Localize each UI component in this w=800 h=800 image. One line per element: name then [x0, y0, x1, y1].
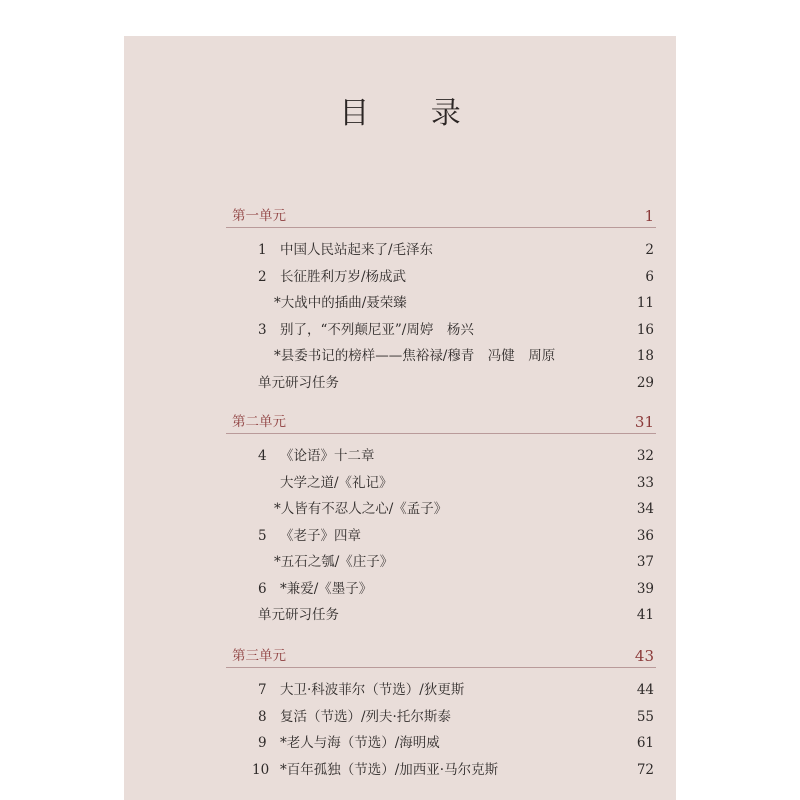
entry-number: 2: [258, 268, 267, 285]
entry-title: 《论语》十二章: [280, 448, 375, 464]
page-number: 39: [636, 580, 654, 597]
entry-title: *百年孤独（节选）/加西亚·马尔克斯: [280, 761, 499, 778]
toc-entry[interactable]: [124, 550, 676, 574]
page-number: 36: [636, 527, 654, 544]
unit-heading[interactable]: [124, 644, 676, 668]
toc-entry[interactable]: [124, 678, 676, 702]
entry-title: 中国人民站起来了/毛泽东: [280, 242, 434, 258]
page-number: 61: [636, 735, 654, 751]
entry-number: 8: [258, 708, 267, 725]
unit-divider: [226, 433, 656, 434]
unit-divider: [226, 227, 656, 228]
unit-heading[interactable]: [124, 410, 676, 434]
unit-label: 第二单元: [232, 414, 286, 430]
page-number: 34: [636, 501, 654, 517]
entry-title: 大学之道/《礼记》: [280, 474, 393, 491]
entry-title: *五石之瓠/《庄子》: [274, 554, 394, 570]
entry-number: 9: [258, 735, 267, 751]
toc-entry[interactable]: [124, 705, 676, 729]
entry-number: 4: [258, 448, 267, 464]
entry-number: 5: [258, 527, 267, 544]
entry-title: *兼爱/《墨子》: [280, 580, 373, 597]
toc-entry[interactable]: [124, 524, 676, 548]
page-number: 18: [636, 348, 654, 364]
page-number: 72: [636, 761, 654, 778]
toc-entry[interactable]: [124, 265, 676, 289]
toc-entry[interactable]: [124, 318, 676, 342]
page-number: 11: [636, 295, 654, 311]
task-title: 单元研习任务: [258, 607, 339, 623]
entry-number: 1: [258, 242, 267, 258]
page-number: 16: [636, 321, 654, 338]
unit-task-entry[interactable]: [124, 603, 676, 627]
toc-entry[interactable]: [124, 471, 676, 495]
task-title: 单元研习任务: [258, 374, 339, 391]
page-number: 2: [645, 242, 654, 258]
toc-page: [124, 36, 676, 800]
page-title: 目 录: [339, 96, 487, 131]
entry-title: *大战中的插曲/聂荣臻: [274, 295, 407, 311]
entry-number: 7: [258, 682, 267, 698]
page-number: 44: [636, 682, 654, 698]
toc-entry[interactable]: [124, 758, 676, 782]
toc-entry[interactable]: [124, 577, 676, 601]
page-number: 6: [645, 268, 654, 285]
toc-entry[interactable]: [124, 344, 676, 368]
page-number: 43: [634, 647, 654, 665]
toc-entry[interactable]: [124, 731, 676, 755]
entry-number: 3: [258, 321, 267, 338]
page-number: 29: [636, 374, 654, 391]
page-number: 32: [636, 448, 654, 464]
page-number: 41: [636, 607, 654, 623]
entry-title: 长征胜利万岁/杨成武: [280, 268, 407, 285]
entry-number: 6: [258, 580, 267, 597]
page-number: 31: [634, 413, 654, 431]
entry-title: *人皆有不忍人之心/《孟子》: [274, 501, 448, 517]
page-number: 37: [636, 554, 654, 570]
entry-title: *老人与海（节选）/海明威: [280, 735, 440, 751]
unit-label: 第一单元: [232, 208, 286, 224]
entry-title: *县委书记的榜样——焦裕禄/穆青 冯健 周原: [274, 348, 556, 364]
entry-title: 别了，“不列颠尼亚”/周婷 杨兴: [280, 321, 474, 338]
unit-label: 第三单元: [232, 648, 286, 664]
toc-entry[interactable]: [124, 497, 676, 521]
unit-heading[interactable]: [124, 204, 676, 228]
unit-divider: [226, 667, 656, 668]
entry-title: 《老子》四章: [280, 527, 361, 544]
toc-entry[interactable]: [124, 238, 676, 262]
page-number: 55: [636, 708, 654, 725]
page-number: 1: [644, 207, 654, 225]
entry-number: 10: [252, 761, 270, 778]
unit-task-entry[interactable]: [124, 371, 676, 395]
page-number: 33: [636, 474, 654, 491]
toc-entry[interactable]: [124, 291, 676, 315]
toc-entry[interactable]: [124, 444, 676, 468]
entry-title: 复活（节选）/列夫·托尔斯泰: [280, 708, 451, 725]
entry-title: 大卫·科波菲尔（节选）/狄更斯: [280, 682, 465, 698]
